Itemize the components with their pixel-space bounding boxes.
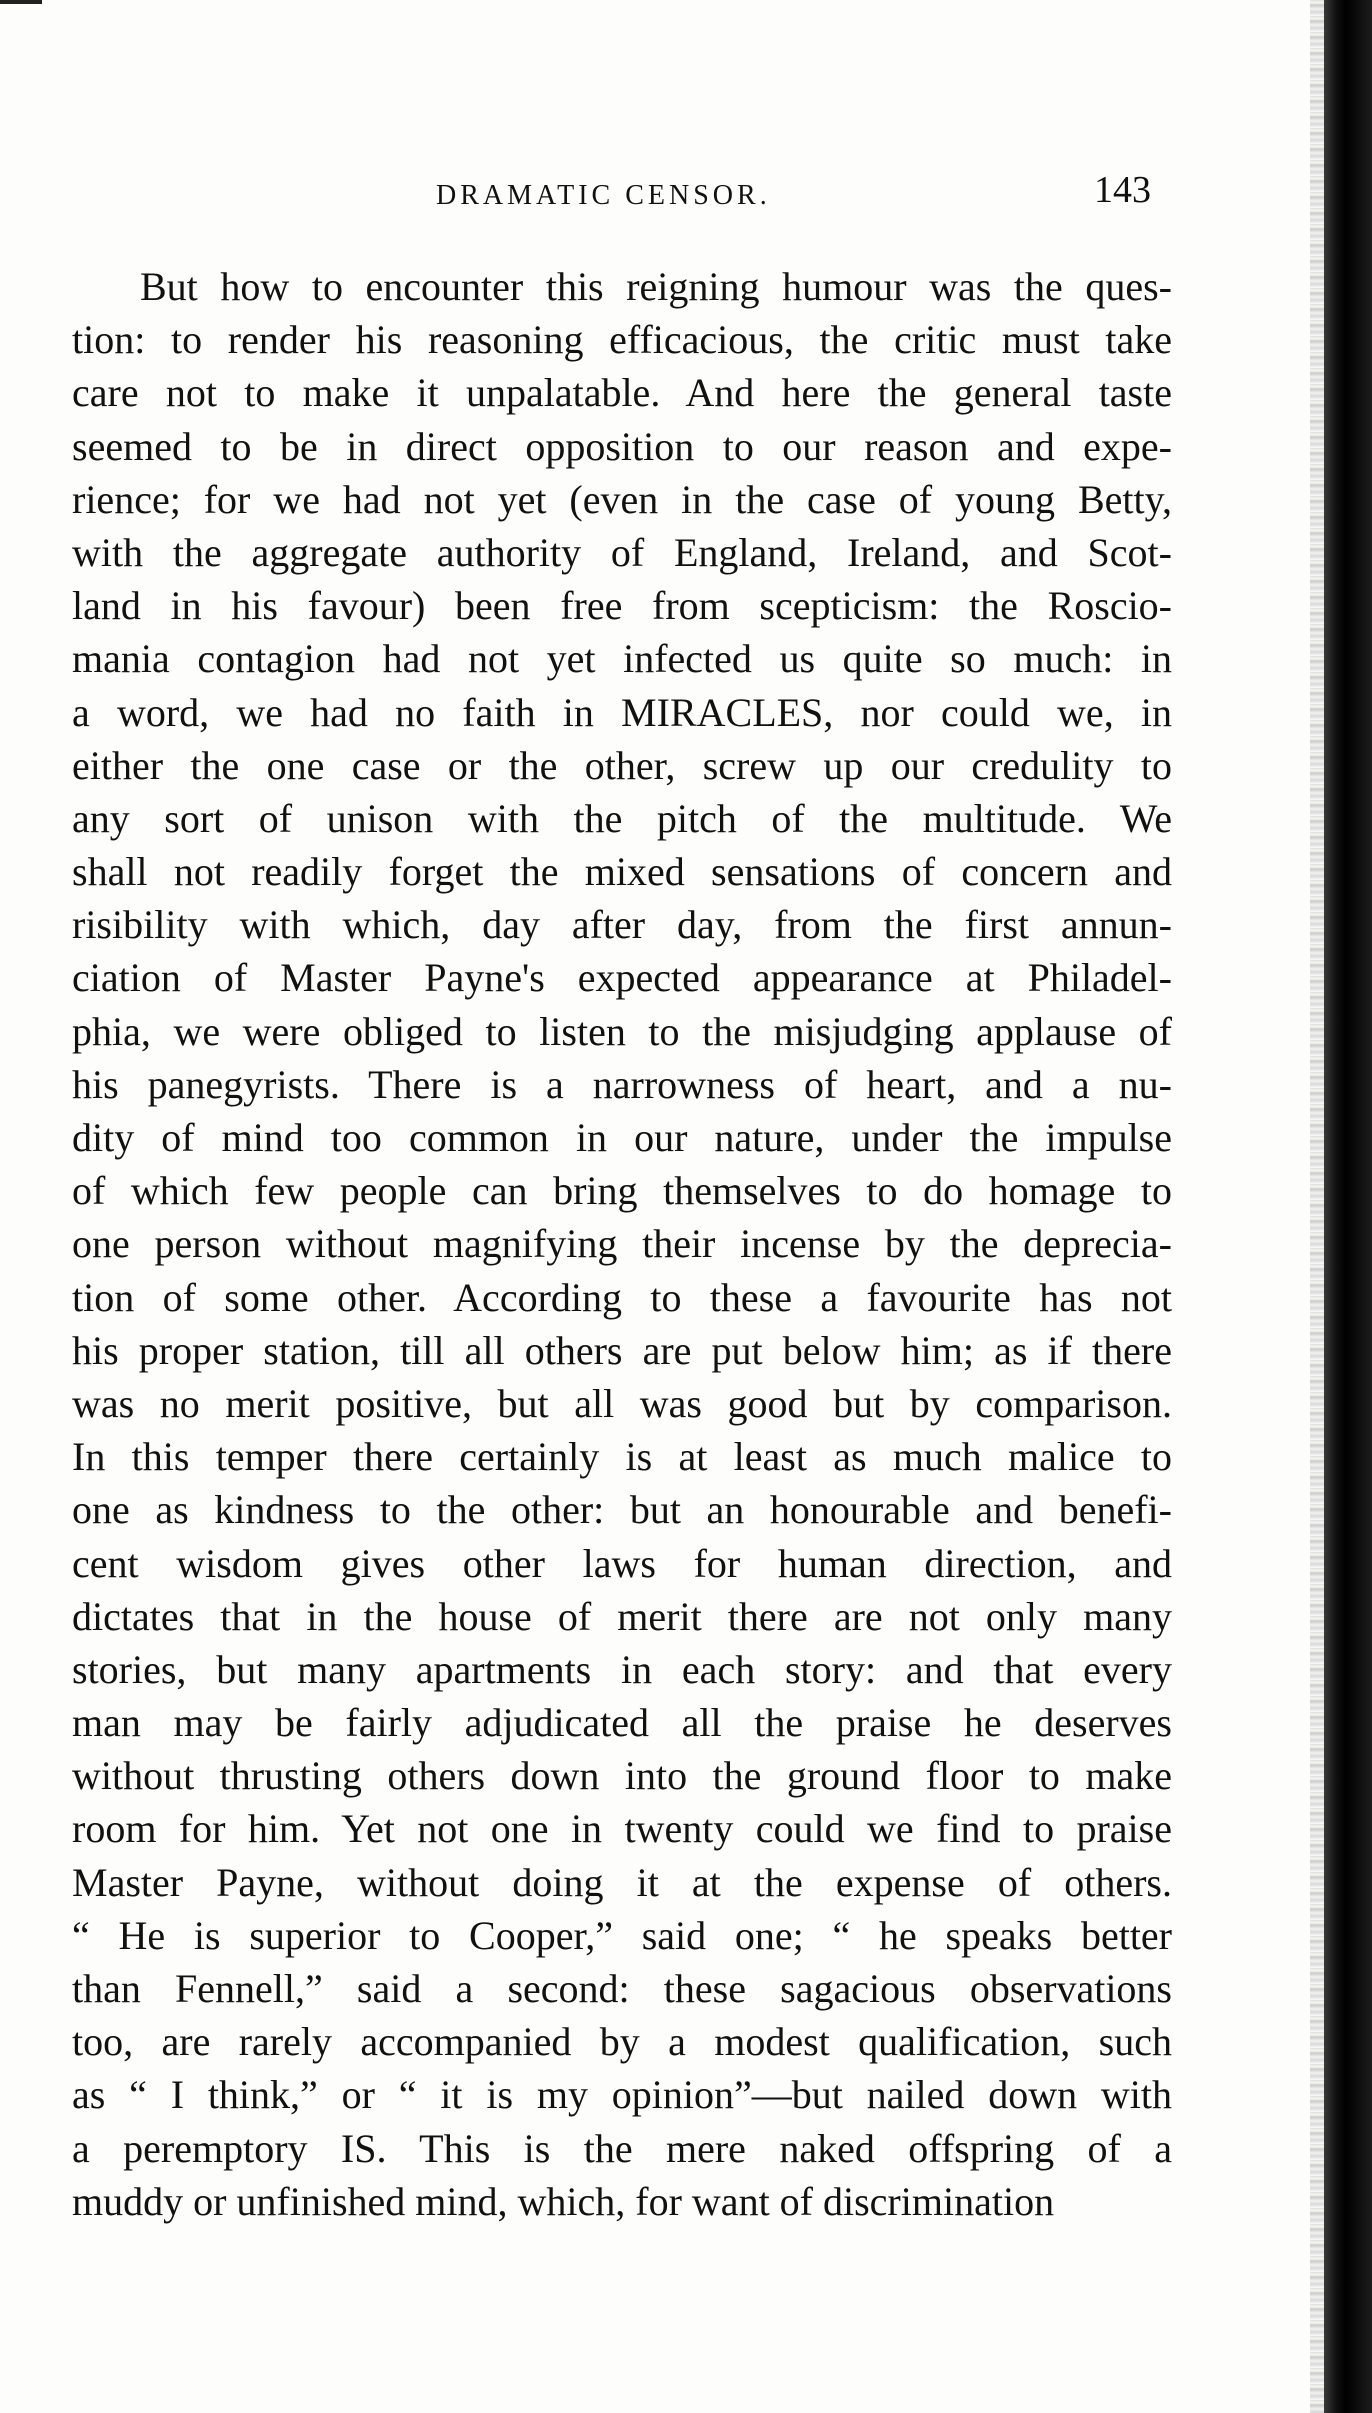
text-line: But how to encounter this reigning humour was the ques- xyxy=(140,264,1172,309)
text-line: without thrusting others down into the ground floor to make xyxy=(72,1753,1172,1799)
text-line: care not to make it unpalatable. And here the general taste xyxy=(72,370,1172,416)
text-line: ciation of Master Payne's expected appearance at Philadel- xyxy=(72,955,1172,1001)
text-line: too, are rarely accompanied by a modest qualification, such xyxy=(72,2019,1172,2065)
text-line: one person without magnifying their incense by the deprecia- xyxy=(72,1221,1172,1267)
text-line: mania contagion had not yet infected us quite so much: in xyxy=(72,636,1172,682)
text-line: phia, we were obliged to listen to the misjudging applause of xyxy=(72,1008,1172,1054)
text-line: In this temper there certainly is at least as much malice to xyxy=(72,1434,1172,1480)
text-line: man may be fairly adjudicated all the praise he deserves xyxy=(72,1700,1172,1746)
text-line: risibility with which, day after day, from the first annun- xyxy=(72,902,1172,948)
text-line: a peremptory IS. This is the mere naked offspring of a xyxy=(72,2125,1172,2171)
text-line: Master Payne, without doing it at the expense of others. xyxy=(72,1859,1172,1905)
text-line: “ He is superior to Cooper,” said one; “ he speaks better xyxy=(72,1912,1172,1958)
text-line: dity of mind too common in our nature, under the impulse xyxy=(72,1115,1172,1160)
page-number: 143 xyxy=(1094,169,1151,211)
text-line: his proper station, till all others are put below him; as if there xyxy=(72,1327,1172,1373)
text-line: shall not readily forget the mixed sensations of concern and xyxy=(72,849,1172,895)
text-line: a word, we had no faith in MIRACLES, nor could we, in xyxy=(72,689,1172,735)
body-text xyxy=(72,260,1172,2228)
text-line: either the one case or the other, screw up our credulity to xyxy=(72,742,1172,788)
text-line: cent wisdom gives other laws for human direction, and xyxy=(72,1540,1172,1586)
text-line: seemed to be in direct opposition to our reason and expe- xyxy=(72,423,1172,469)
text-line: tion of some other. According to these a favourite has not xyxy=(72,1274,1172,1320)
running-head: DRAMATIC CENSOR. xyxy=(436,180,771,211)
scan-corner-mark xyxy=(0,0,42,4)
text-line: than Fennell,” said a second: these sagacious observations xyxy=(72,1966,1172,2011)
text-line: dictates that in the house of merit there are not only many xyxy=(72,1593,1172,1639)
book-binding-edge xyxy=(1324,0,1372,2413)
text-line: stories, but many apartments in each story: and that every xyxy=(72,1646,1172,1692)
text-line: room for him. Yet not one in twenty could we find to praise xyxy=(72,1806,1172,1852)
text-line: muddy or unfinished mind, which, for want of discrimination xyxy=(72,2178,1055,2224)
text-line: with the aggregate authority of England, Ireland, and Scot- xyxy=(72,529,1172,575)
text-line: of which few people can bring themselves to do homage to xyxy=(72,1168,1172,1214)
text-line: land in his favour) been free from scepticism: the Roscio- xyxy=(72,583,1172,629)
text-line: any sort of unison with the pitch of the multitude. We xyxy=(72,795,1172,841)
page-edge-shadow xyxy=(1310,0,1324,2413)
text-line: tion: to render his reasoning efficacious, the critic must take xyxy=(72,317,1172,363)
text-line: as “ I think,” or “ it is my opinion”—but nailed down with xyxy=(72,2072,1172,2118)
text-line: one as kindness to the other: but an honourable and benefi- xyxy=(72,1487,1172,1533)
text-line: his panegyrists. There is a narrowness of heart, and a nu- xyxy=(72,1061,1172,1107)
text-line: rience; for we had not yet (even in the case of young Betty, xyxy=(72,476,1172,522)
text-line: was no merit positive, but all was good but by comparison. xyxy=(72,1380,1172,1426)
